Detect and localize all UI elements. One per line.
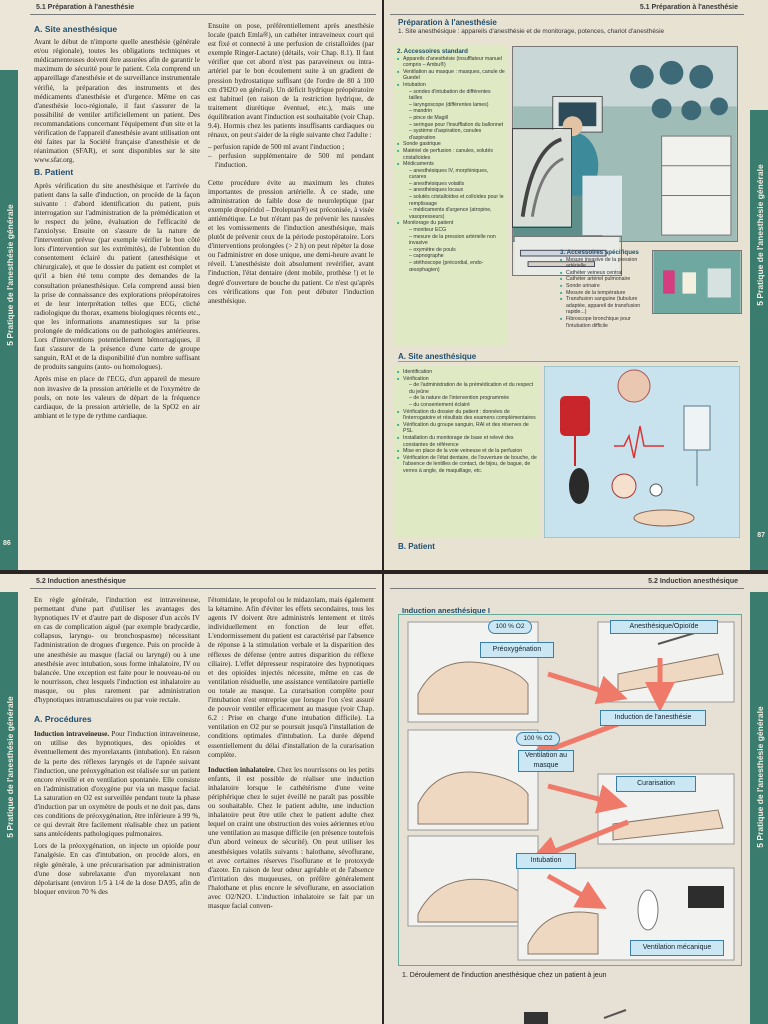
- paragraph: Lors de la préoxygénation, on injecte un opioïde pour l'analgésie. En cas d'intubation, on procède alors, en règle générale, à une précurarisation par administration d'une dose subrelaxante d'un myorelaxant non dépolarisant (environ 1/5 à 1/4 de la dose DA95, afin de bloquer environ 70 % des: [34, 842, 200, 896]
- page-88: [0, 574, 382, 1024]
- accessory-item: – pince de Magill: [409, 114, 448, 121]
- text-column-left: [34, 22, 200, 424]
- step-mechanical-ventilation: Ventilation mécanique: [630, 940, 724, 956]
- checklist-item: – de l'administration de la prémédication et du respect du jeûne: [409, 382, 534, 395]
- specific-accessory-item: ■ Mesure de la température: [560, 290, 652, 297]
- text-column-left: [34, 596, 200, 900]
- pills-icon: [612, 474, 636, 498]
- accessory-item: ■ Appareils d'anesthésie (insufflateur manuel compris – Ambu®): [397, 56, 505, 69]
- section-heading-procedures: A. Procédures: [34, 714, 92, 725]
- mouth-icon: [618, 370, 650, 402]
- specific-accessories-list: [560, 257, 652, 330]
- specific-accessory-item: ■ Cathéter artériel pulmonaire: [560, 276, 652, 283]
- running-head: 5.1 Préparation à l'anesthésie: [36, 4, 135, 11]
- divider: [398, 361, 738, 362]
- chapter-tab-label: 5 Pratique de l'anesthésie générale: [5, 204, 15, 346]
- specific-accessory-item: ■ Cathéter veineux central: [560, 270, 652, 277]
- bp-cuff-icon: [569, 468, 589, 504]
- running-head: 5.2 Induction anesthésique: [648, 578, 738, 585]
- figure-subtitle: 1. Site anesthésique : appareils d'anesthésie et de monitorage, potences, chariot d'anesthésie: [398, 28, 665, 35]
- chapter-tab: [750, 110, 768, 570]
- checklist-item: ■ Vérification du groupe sanguin, RAI et des réserves de PSL: [397, 422, 537, 435]
- accessory-item: – stéthoscope (précordial, endo-œsophagien): [409, 260, 484, 273]
- running-head: 5.2 Induction anesthésique: [36, 578, 126, 585]
- blood-bag-icon: [560, 396, 590, 436]
- patient-checks-illustration: [544, 366, 740, 538]
- checklist-item: ■ Mise en place de la voie veineuse et de la perfusion: [397, 448, 537, 455]
- accessory-item: – seringue pour l'insufflation du ballonnet: [409, 121, 504, 128]
- laryngoscope-photo: [512, 128, 572, 228]
- step-mask-ventilation: Ventilation au masque: [518, 750, 574, 772]
- bag-icon: [638, 890, 658, 930]
- accessory-item: ■ Ventilation au masque : masques, canule de Guedel: [397, 69, 505, 82]
- standard-accessories-box: [394, 46, 508, 346]
- patient-label: B. Patient: [398, 542, 435, 551]
- paragraph: Après vérification du site anesthésique et l'arrivée du patient dans la salle d'induction, on procède de la façon suivante : d'abord identification du patient, puis interrogation sur l'administration de la prémédication et le respect du jeûne, évaluation de l'efficacité de l'anxiolyse. Ensuite on s'assure de la nature de l'intervention prévue (par exemple vérifier le bon côté lors d'intervention sur les extrémités), de l'obtention du consentement éclairé du patient (anesthésique et chirurgicale), et que le dossier du patient est complet et qu'il a bien été tenu compte des demandes de la consultation préanesthésique. Cela comprend aussi bien la prise de connaissance des explorations préopératoires et de leur interprétation telles que ECG, cliché radiologique du thorax, examens biologiques récents etc., que les informations anamnestiques sur la prise prolongée de médications ou de pathologies antérieures. Lors d'interventions potentiellement hémorragiques, il faut s'assurer de la présence d'une carte de groupe sanguin, RAI et de la disponibilité d'un nombre suffisant de produits sanguins (auto- ou homologues).: [34, 181, 200, 372]
- chapter-tab: [750, 592, 768, 1024]
- section-heading-patient: B. Patient: [34, 167, 74, 178]
- running-head: 5.1 Préparation à l'anesthésie: [639, 4, 738, 11]
- standard-accessories-title: 2. Accessoires standard: [397, 48, 468, 55]
- page-number: 86: [3, 540, 11, 547]
- header-rule: [390, 588, 744, 589]
- step-preoxygenation: Préoxygénation: [480, 642, 554, 658]
- accessory-item: ■ Matériel de perfusion : canules, solutés cristalloïdes: [397, 148, 505, 161]
- paragraph: l'étomidate, le propofol ou le midazolam, mais également la kétamine. Afin d'éviter les effets secondaires, tous les agents IV doivent être administrés lentement et titrés individuellement en fonction de leur effet. L'endormissement du patient est caractérisé par l'absence de réponse à la stimulation verbale et la disparition des réflexes de défense (entre autres disparition du réflexe ciliaire). L'effet dépresseur respiratoire des hypnotiques et des opioïdes injectés nécessite, même en cas de ventilation résiduelle, une assistance ventilatoire partielle ou totale au masque. La curarisation complète pour l'intubation n'est entreprise que lorsque l'on s'est assuré de pouvoir ventiler efficacement au masque (voir Chap. 6.2 : Prise en charge d'une intubation difficile). La ventilation en O2 pur se poursuit jusqu'à l'installation de conditions optimales d'intubation. La durée dépend essentiellement du délai d'installation de la curarisation complète.: [208, 596, 374, 759]
- step-intubation: Intubation: [516, 853, 576, 869]
- accessory-item: ■ Sonde gastrique: [397, 141, 505, 148]
- patient-checklist: [397, 369, 537, 475]
- paragraph: En règle générale, l'induction est intraveineuse, permettant d'une part d'utiliser les avantages des hypnotiques IV et d'autre part de disposer d'un accès IV en cas de complication aiguë (par exemple bradycardie, collapsus, laryngo- ou bronchospasme) nécessitant l'administration de drogues d'urgence. Puis on procède à une anesthésie au masque (facial ou laryngé) ou à une anesthésie avec intubation, sous forme inhalatoire, IV ou balancée. Une exception est faite pour le nouveau-né ou le nourrisson, chez lesquels l'induction est inhalatoire au masque, ou plus rarement par administration d'hypnotiques intramusculaires ou par voie rectale.: [34, 596, 200, 705]
- paragraph: Avant le début de n'importe quelle anesthésie (générale et/ou régionale), toutes les obligations techniques et médicamenteuses doivent être assurées afin de garantir le maximum de sécurité pour le patient. Cela comprend un appareillage d'anesthésie et de surveillance instrumentale vérifié, la préparation des instruments et des médicaments d'anesthésie et d'urgence. Même en cas d'anesthésie loco-régionale, il faut s'assurer de la possibilité de ventiler artificiellement un patient. Des recommandations concernant l'équipement d'un site et la vérification de l'appareil d'anesthésie avant utilisation ont été faites par la Société française d'anesthésie et de réanimation (SFAR), et sont disponibles sur le site www.sfar.org.: [34, 38, 200, 165]
- accessory-item: – anesthésiques IV, morphiniques, curares: [409, 167, 489, 181]
- patient-checklist-box: [394, 366, 540, 538]
- checklist-item: ■ Vérification du dossier du patient : données de l'interrogatoire et résultats des examens complémentaires: [397, 409, 537, 422]
- paragraph: Cette procédure évite au maximum les chutes importantes de pression artérielle. À ce stade, une administration de faible dose de neuroleptique (par exemple dropéridol – Droleptan®) est préconisée, à visée antiémétique. Le but n'étant pas de prévenir les nausées et les vomissements de l'induction anesthésique, mais plutôt de prévenir ceux de la période postopératoire. Lors d'interventions prolongées (> 2 h) on peut répéter la dose ou l'administrer en dose unique, une demi-heure avant le réveil. L'anesthésiste doit absolument revérifier, avant l'induction, l'état dentaire (dent mobile, prothèse !) et le degré d'ouverture de bouche du patient. Ce n'est qu'après ces vérifications que l'on peut débuter l'induction anesthésique.: [208, 178, 374, 305]
- list-item: – perfusion rapide de 500 ml avant l'induction ;: [208, 143, 345, 152]
- paragraph: Ensuite on pose, préférentiellement après anesthésie locale (patch Emla®), un cathéter intraveineux court qui est fixé et connecté à une perfusion de cristalloïdes (par exemple Ringer-Lactate) (détails, voir Chap. 8.1). Il faut vérifier que cet abord n'est pas paraveineux ou intra-artériel par le bon écoulement suite à un gradient de pression hydrostatique suffisant (de l'ordre de 80 à 100 cm d'H2O en général). Un déficit hydrique préopératoire est habituel (en raison de la restriction hydrique, de traitement diurétique éventuel, etc.), mais une équilibration avant l'induction est souhaitable (voir Chap. 9.4). Hormis chez les patients insuffisants cardiaques ou rénaux, on peut s'aider de la règle suivante chez l'adulte :: [208, 22, 374, 140]
- accessory-item: – médicaments d'urgence (atropine, vasopresseurs): [409, 207, 492, 220]
- monitoring-equipment-photo: [652, 250, 742, 314]
- dial-icon: [650, 484, 662, 496]
- chapter-tab: [0, 592, 18, 1024]
- specific-accessory-item: ■ Sonde urinaire: [560, 283, 652, 290]
- perfusion-list: [208, 143, 374, 170]
- header-rule: [30, 14, 376, 15]
- header-rule: [30, 588, 376, 589]
- specific-accessory-item: ■ Mesure invasive de la pression artérielle: [560, 257, 652, 270]
- step-anesthetic-opioid: Anesthésique/Opioïde: [610, 620, 718, 634]
- specific-accessory-item: ■ Fibroscope bronchique pour l'intubation difficile: [560, 316, 652, 329]
- accessory-item: ■ Médicaments: [397, 161, 505, 168]
- accessory-item: ■ Monitorage du patient: [397, 220, 505, 227]
- accessory-item: – système d'aspiration, canules d'aspiration: [409, 128, 482, 141]
- page-number: 87: [757, 532, 765, 539]
- next-figure-fragment: [514, 1006, 634, 1024]
- chapter-tab-label: 5 Pratique de l'anesthésie générale: [5, 696, 15, 838]
- specific-accessories-box: [560, 250, 652, 329]
- text-column-right: [208, 22, 374, 309]
- standard-accessories-list: [397, 56, 505, 274]
- ventilator-monitor-icon: [688, 886, 724, 908]
- list-item: – perfusion supplémentaire de 500 ml pendant l'induction.: [208, 152, 374, 170]
- checklist-item: ■ Vérification de l'état dentaire, de l'ouverture de bouche, de l'absence de lentilles de contact, de bijou, de bague, de verres à angle, de maquillage, etc.: [397, 455, 537, 475]
- page-89: [384, 574, 768, 1024]
- accessory-item: – mandrin: [409, 108, 433, 115]
- figure-title: Préparation à l'anesthésie: [398, 18, 497, 27]
- accessory-item: – laryngoscope (différentes lames): [409, 101, 489, 108]
- paragraph: Après mise en place de l'ECG, d'un appareil de mesure non invasive de la pression artérielle et de l'oxymètre de pouls, on note les valeurs de départ de la fréquence cardiaque, de la pression artérielle, de la SpO2 en air ambiant et le type de rythme cardiaque.: [34, 375, 200, 420]
- specific-accessories-title: 3. Accessoires spécifiques: [560, 249, 639, 256]
- accessory-item: – anesthésiques volatils: [409, 180, 465, 187]
- o2-label: 100 % O2: [488, 620, 532, 634]
- checklist-item: ■ Identification: [397, 369, 537, 376]
- site-label: A. Site anesthésique: [398, 352, 477, 361]
- accessory-item: – solutés cristalloïdes et colloïdes pour le remplissage: [409, 194, 504, 207]
- checklist-item: – du consentement éclairé: [409, 401, 470, 408]
- accessory-item: – capnographe: [409, 253, 444, 260]
- paragraph-lead: Induction intraveineuse.: [34, 730, 110, 739]
- checklist-item: ■ Vérification: [397, 376, 537, 383]
- chapter-tab-label: 5 Pratique de l'anesthésie générale: [755, 706, 765, 848]
- specific-accessory-item: ■ Transfusion sanguine (tubulure adaptée, appareil de transfusion rapide...): [560, 296, 652, 316]
- accessory-item: – moniteur ECG: [409, 227, 447, 234]
- figure-caption: 1. Déroulement de l'induction anesthésique chez un patient à jeun: [402, 972, 607, 979]
- paragraph: Pour l'induction intraveineuse, on utilise des hypnotiques, des opioïdes et éventuellement des myorelaxants (intubation). En raison de la perte des réflexes laryngés et de l'apnée suivant l'induction, une préoxygénation est réalisée sur un patient encore réveillé et en ventilation spontanée. Elle consiste en l'administration d'oxygène pur via un masque facial. La saturation en O2 est surveillée pendant toute la phase d'induction par un oxymètre de pouls et ne doit pas, dans ces conditions de préoxygénation, être inférieure à 99 %, ce qui devrait être facilement réalisable chez un patient sans antécédents pathologiques pulmonaires.: [34, 730, 200, 839]
- o2-label: 100 % O2: [516, 732, 560, 746]
- figure-title: Induction anesthésique I: [402, 606, 490, 615]
- accessory-item: – oxymètre de pouls: [409, 246, 456, 253]
- hand-icon: [634, 510, 694, 526]
- accessory-item: – sondes d'intubation de différentes tailles: [409, 88, 491, 102]
- page-86: [0, 0, 382, 570]
- infusion-bag-icon: [684, 406, 710, 450]
- section-heading-site: A. Site anesthésique: [34, 24, 118, 34]
- accessory-item: – mesure de la pression artérielle non invasive: [409, 233, 496, 247]
- chapter-tab: [0, 70, 18, 570]
- paragraph: Chez les nourrissons ou les petits enfants, il est possible de réaliser une induction inhalatoire lorsque le cathétérisme d'une veine périphérique chez le sujet éveillé ne paraît pas possible ou souhaitable. Chez le patient adulte, une induction inhalatoire peut être utile chez le patient adulte chez lequel on craint une obstruction des voies aériennes et/ou une ventilation au masque difficile (en présence toutefois d'un abord veineux de sécurité). On peut utiliser les anesthésiques volatils suivants : halothane, sévoflurane, et avec certaines réserves l'isoflurane et le protoxyde d'azote. En raison de leur odeur agréable et de l'absence d'irritation des muqueuses, on préfère généralement l'halothane et plus encore le sévoflurane, en association avec O2/N2O. L'induction inhalatoire se fait par un masque facial conven-: [208, 765, 375, 911]
- accessory-item: – anesthésiques locaux: [409, 187, 464, 194]
- chapter-tab-label: 5 Pratique de l'anesthésie générale: [755, 164, 765, 306]
- page-87: [384, 0, 768, 570]
- step-induction: Induction de l'anesthésie: [600, 710, 706, 726]
- accessory-item: ■ Intubation: [397, 82, 505, 89]
- checklist-item: ■ Installation du monitorage de base et relevé des constantes de référence: [397, 435, 537, 448]
- paragraph-lead: Induction inhalatoire.: [208, 765, 276, 774]
- header-rule: [390, 14, 744, 15]
- step-curarisation: Curarisation: [616, 776, 696, 792]
- text-column-right: [208, 596, 374, 914]
- checklist-item: – de la nature de l'intervention programmée: [409, 395, 510, 402]
